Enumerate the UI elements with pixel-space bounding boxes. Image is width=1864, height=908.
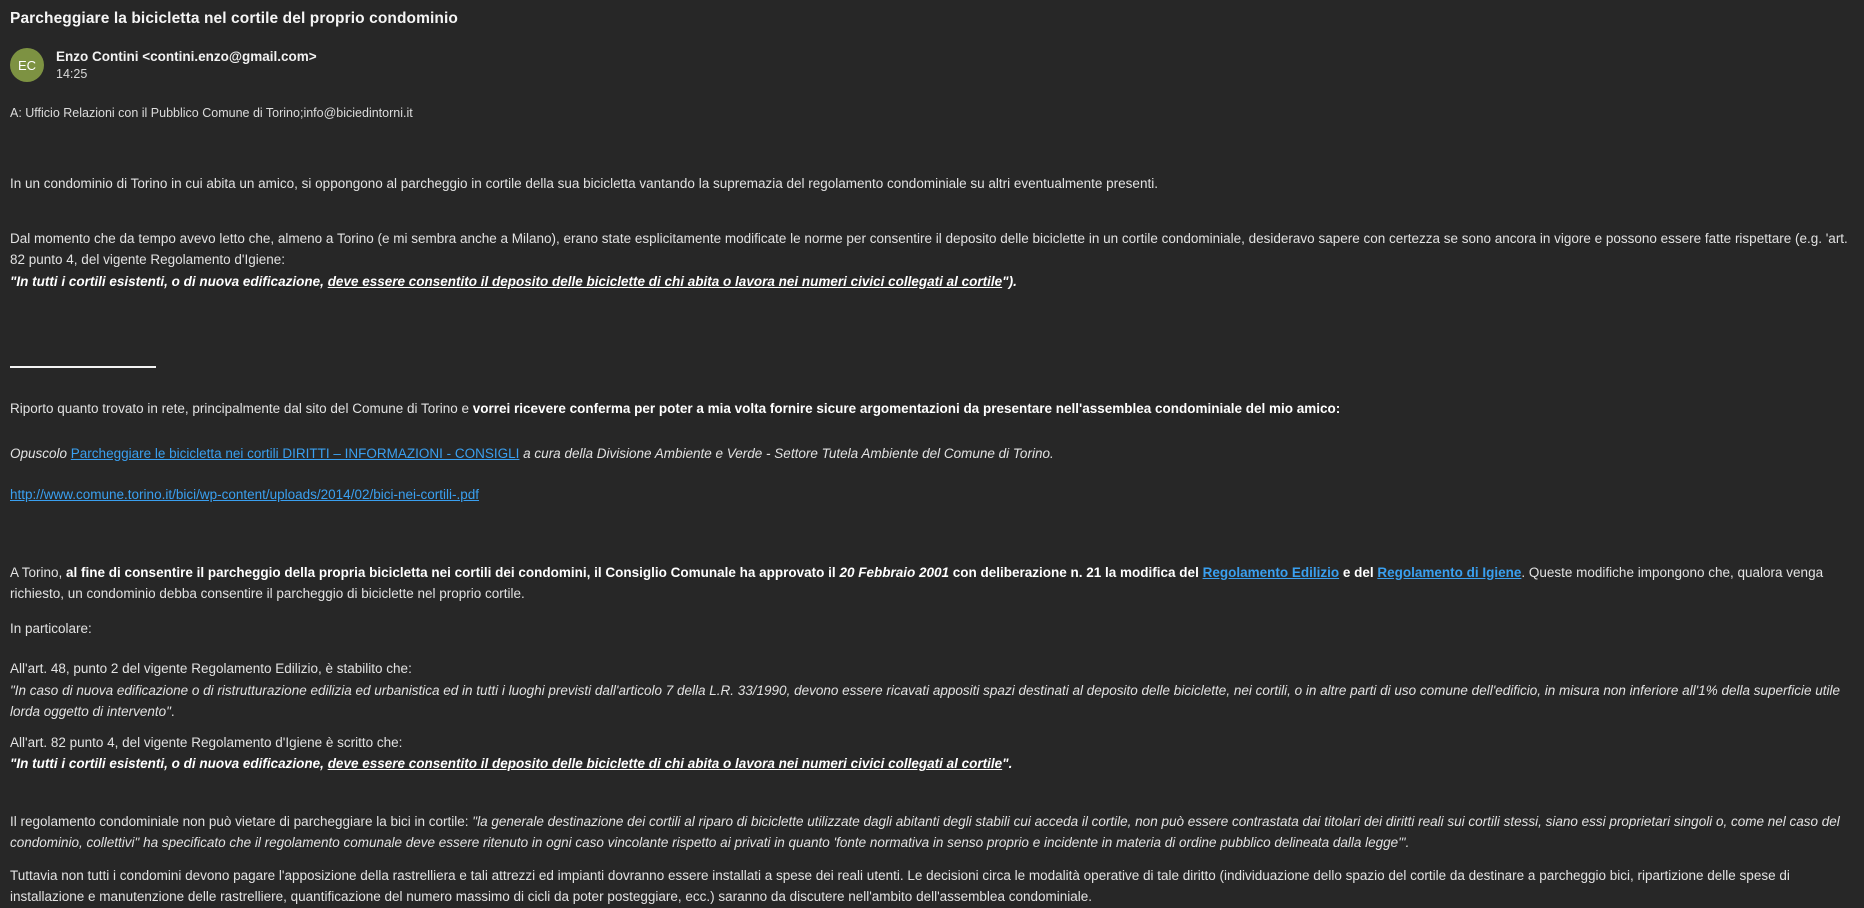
art48-intro: All'art. 48, punto 2 del vigente Regolamento Edilizio, è stabilito che: [10,661,412,676]
delibera-bold1: al fine di consentire il parcheggio della propria bicicletta nei cortili dei condomini, il Consiglio Comunale ha approvato il [66,564,840,580]
quote-post: "). [1002,273,1017,289]
quote-pre: "In tutti i cortili esistenti, o di nuova edificazione, [10,273,328,289]
paragraph-riporto [10,398,1854,420]
delibera-post: . Queste modifiche impongono che, qualora venga richiesto, un condominio debba consentire il parcheggio di biciclette nel proprio cortile. [10,564,1824,601]
art48-quote: "In caso di nuova edificazione o di ristrutturazione edilizia ed urbanistica ed in tutti i luoghi previsti dall'articolo 7 della L.R. 33/1990, devono essere ricavati appositi spazi destinati al deposito delle biciclette, nei cortili, o in altre parti di uso comune dell'edificio, in misura non inferiore all'1% della superficie utile lorda oggetto di intervento" [10,682,1841,719]
paragraph-intro [10,173,1854,195]
pdf-url-link[interactable]: http://www.comune.torino.it/bici/wp-content/uploads/2014/02/bici-nei-cortili-.pdf [10,487,479,502]
art82-quote-post: ". [1002,756,1013,771]
email-subject: Parcheggiare la bicicletta nel cortile del proprio condominio [10,10,458,27]
paragraph-regolamento-condominiale [10,811,1854,854]
art82-intro: All'art. 82 punto 4, del vigente Regolamento d'Igiene è scritto che: [10,734,403,750]
paragraph-art48 [10,658,1854,723]
regolamento-edilizio-link[interactable]: Regolamento Edilizio [1202,564,1340,580]
condominiale-quote: "la generale destinazione dei cortili al riparo di biciclette utilizzate dagli abitanti degli stabili cui acceda il cortile, non può essere contrastata dai titolari dei diritti reali sui cortili stessi, siano essi proprietari singoli o, come nel caso del condominio, collettivi" ha specificato che il regolamento comunale deve essere ritenuto in ogni caso vincolante rispetto ai privati in quanto 'fonte normativa in senso proprio e incidente in materia di ordine pubblico delineata dalla legge"'. [10,813,1840,850]
art82-quote-pre: "In tutti i cortili esistenti, o di nuova edificazione, [10,756,328,771]
avatar[interactable] [10,48,44,82]
in-particolare-text: In particolare: [10,620,92,636]
intro-text: In un condominio di Torino in cui abita un amico, si oppongono al parcheggio in cortile della sua bicicletta vantando la supremazia del regolamento condominiale su altri eventualmente presenti. [10,176,1158,191]
quote-underlined: deve essere consentito il deposito delle biciclette di chi abita o lavora nei numeri civici collegati al cortile [327,273,1003,289]
paragraph-in-particolare [10,618,1854,640]
sent-time: 14:25 [56,67,88,81]
regolamento-igiene-link[interactable]: Regolamento di Igiene [1377,564,1522,580]
art82-quote-underlined: deve essere consentito il deposito delle biciclette di chi abita o lavora nei numeri civici collegati al cortile [327,756,1003,771]
email-body [10,173,1854,908]
paragraph-delibera [10,562,1854,605]
recipients-line: A: Ufficio Relazioni con il Pubblico Comune di Torino;info@biciedintorni.it [10,106,413,120]
rastrelliera-text: Tuttavia non tutti i condomini devono pagare l'apposizione della rastrelliera e tali attrezzi ed impianti dovranno essere installati a spese dei reali utenti. Le decisioni circa le modalità operative di tale diritto (individuazione dello spazio del cortile da destinare a parcheggio bici, ripartizione delle spese di installazione e manutenzione delle rastrelliere, quantificazione del numero massimo di cicli da poter posteggiare, ecc.) saranno da discutere nell'ambito dell'assemblea condominiale. [10,867,1790,904]
art48-period: . [170,704,175,719]
opuscolo-link[interactable]: Parcheggiare le bicicletta nei cortili DIRITTI – INFORMAZIONI - CONSIGLI [70,445,520,461]
riporto-bold: vorrei ricevere conferma per poter a mia volta fornire sicure argomentazioni da presentare nell'assemblea condominiale del mio amico: [472,401,1341,416]
sender-row [10,48,1854,82]
sender-name[interactable]: Enzo Contini <contini.enzo@gmail.com> [56,49,317,64]
paragraph-opuscolo [10,443,1854,465]
sender-info [56,48,317,81]
riporto-regular: Riporto quanto trovato in rete, principalmente dal sito del Comune di Torino e [10,401,473,416]
paragraph-art82 [10,732,1854,775]
condominiale-regular: Il regolamento condominiale non può vietare di parcheggiare la bici in cortile: [10,813,473,829]
delibera-bold2: con deliberazione n. 21 la modifica del [949,564,1203,580]
paragraph-norme [10,228,1854,293]
paragraph-rastrelliera [10,865,1854,908]
delibera-date: 20 Febbraio 2001 [839,564,949,580]
paragraph-pdf-url [10,484,1854,506]
delibera-pre: A Torino, [10,564,67,580]
signature-divider [10,366,156,368]
opuscolo-credits: a cura della Divisione Ambiente e Verde - Settore Tutela Ambiente del Comune di Torino. [519,445,1054,461]
delibera-bold3: e del [1339,564,1378,580]
norme-text: Dal momento che da tempo avevo letto che, almeno a Torino (e mi sembra anche a Milano), erano state esplicitamente modificate le norme per consentire il deposito delle biciclette in un cortile condominiale, desideravo sapere con certezza se sono ancora in vigore e possono essere fatte rispettare (e.g. 'art. 82 punto 4, del vigente Regolamento d'Igiene: [10,230,1848,267]
avatar-initials: EC [17,57,37,73]
opuscolo-label: Opuscolo [10,445,71,461]
